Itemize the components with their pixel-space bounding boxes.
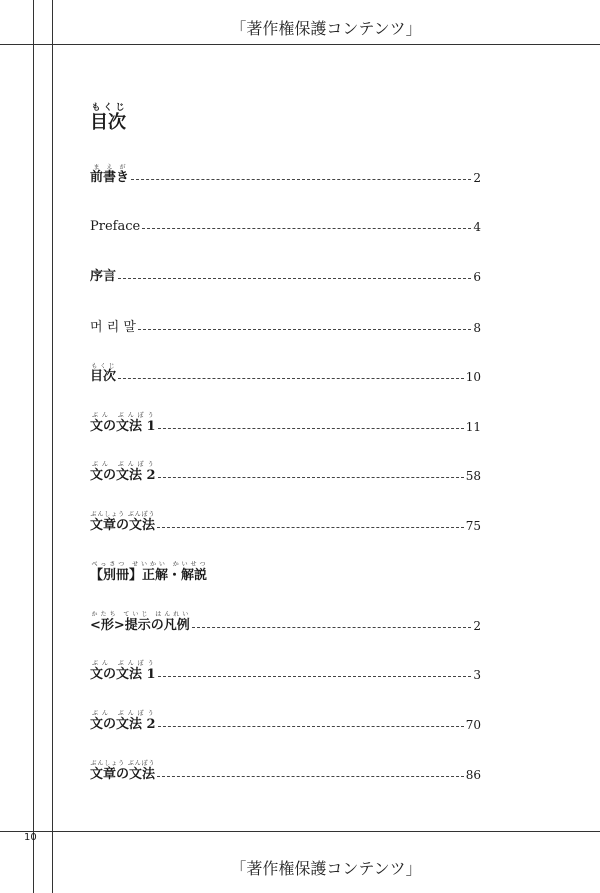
dot-leader bbox=[142, 228, 471, 229]
margin-rule-right bbox=[52, 0, 53, 893]
dot-leader bbox=[157, 776, 464, 777]
toc-entry-answers-sentence-grammar-1[interactable]: 文の文法 1ぶん ぶんぽう 3 bbox=[90, 660, 481, 682]
toc-entry-label: 文章の文法 bbox=[90, 518, 156, 533]
toc-entry-notation[interactable]: <形>提示の凡例かたち ていじ はんれい 2 bbox=[90, 611, 481, 633]
toc-entry-sentence-grammar-1[interactable]: 文の文法 1ぶん ぶんぽう 11 bbox=[90, 412, 481, 434]
toc-entry-label: 文の文法 1 bbox=[90, 667, 156, 682]
dot-leader bbox=[158, 676, 472, 677]
dot-leader bbox=[118, 278, 471, 279]
toc-entry-page: 75 bbox=[465, 519, 481, 533]
header-banner: 「著作権保護コンテンツ」 bbox=[230, 19, 422, 38]
section-heading: 【別冊】正解・解説べっさつ せいかい かいせつ bbox=[90, 561, 208, 583]
toc-entry-page: 58 bbox=[465, 469, 481, 483]
dot-leader bbox=[131, 179, 471, 180]
toc-entry-text-grammar[interactable]: 文章の文法ぶんしょう ぶんぽう 75 bbox=[90, 511, 481, 533]
toc-entry-label: 文の文法 2 bbox=[90, 717, 156, 732]
toc-entry-label: 文章の文法 bbox=[90, 767, 156, 782]
dot-leader bbox=[118, 378, 464, 379]
dot-leader bbox=[158, 428, 464, 429]
toc-entry-page: 8 bbox=[473, 321, 481, 335]
margin-rule-left bbox=[33, 0, 34, 893]
dot-leader bbox=[158, 477, 464, 478]
toc-entry-page: 11 bbox=[465, 420, 481, 434]
toc-entry-page: 70 bbox=[465, 718, 481, 732]
dot-leader bbox=[158, 726, 464, 727]
footer-rule bbox=[0, 831, 600, 832]
toc-entry-label: 前書き bbox=[90, 170, 130, 185]
toc-entry-page: 2 bbox=[473, 171, 481, 185]
dot-leader bbox=[192, 627, 472, 628]
page-number: 10 bbox=[24, 832, 37, 843]
toc-entry-label: 머 리 말 bbox=[90, 320, 136, 335]
toc-entry-label: 文の文法 1 bbox=[90, 419, 156, 434]
toc-entry-sentence-grammar-2[interactable]: 文の文法 2ぶん ぶんぽう 58 bbox=[90, 461, 481, 483]
toc-entry-page: 4 bbox=[473, 220, 481, 234]
toc-entry-label: <形>提示の凡例 bbox=[90, 618, 190, 633]
toc-entry-label: Preface bbox=[90, 219, 141, 234]
dot-leader bbox=[157, 527, 464, 528]
toc-entry-page: 3 bbox=[473, 668, 481, 682]
toc-entry-foreword[interactable]: 前書きまえが 2 bbox=[90, 164, 481, 185]
toc-entry-korean-preface[interactable] bbox=[90, 313, 481, 335]
toc-entry-answers-sentence-grammar-2[interactable]: 文の文法 2ぶん ぶんぽう 70 bbox=[90, 710, 481, 732]
title-text: 目次 bbox=[90, 112, 126, 133]
toc-entry-label: 目次 bbox=[90, 369, 117, 384]
toc-entry-page: 6 bbox=[473, 270, 481, 284]
toc-entry-page: 10 bbox=[465, 370, 481, 384]
section-heading-text: 【別冊】正解・解説 bbox=[90, 568, 208, 583]
dot-leader bbox=[138, 329, 471, 330]
toc-entry-page: 86 bbox=[465, 768, 481, 782]
toc-entry-xuyan[interactable] bbox=[90, 262, 481, 284]
toc-entry-label: 文の文法 2 bbox=[90, 468, 156, 483]
toc-entry-contents[interactable]: 目次もくじ 10 bbox=[90, 363, 481, 384]
title-ruby: もくじ bbox=[90, 103, 126, 113]
footer-banner: 「著作権保護コンテンツ」 bbox=[230, 859, 422, 878]
page-title bbox=[90, 103, 126, 134]
toc-entry-label: 序言 bbox=[90, 269, 117, 284]
toc-entry-page: 2 bbox=[473, 619, 481, 633]
header-rule bbox=[0, 44, 600, 45]
toc-entry-preface[interactable] bbox=[90, 212, 481, 234]
toc-entry-answers-text-grammar[interactable]: 文章の文法ぶんしょう ぶんぽう 86 bbox=[90, 760, 481, 782]
